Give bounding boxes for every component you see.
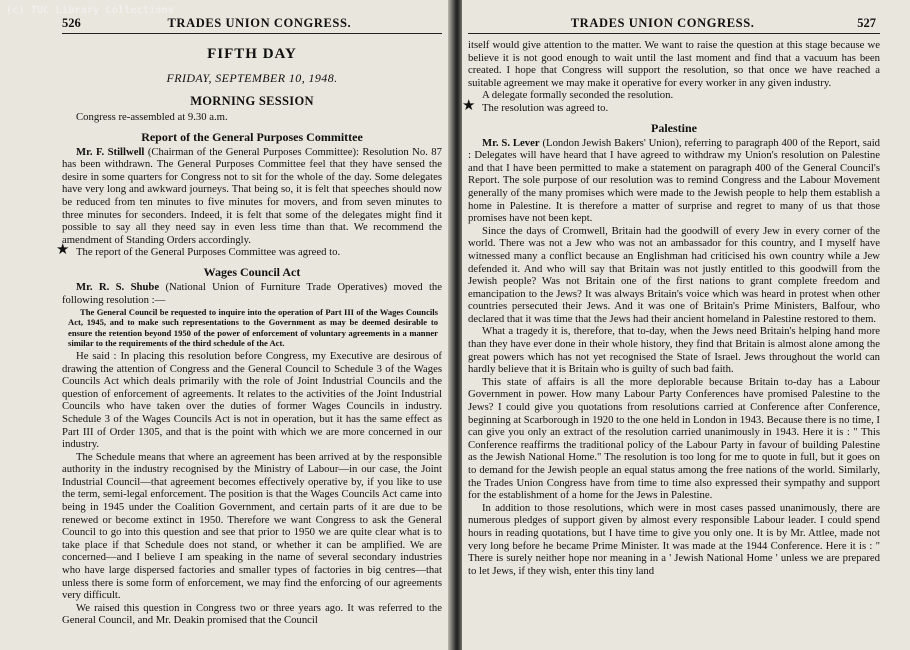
wages-heading: Wages Council Act — [203, 264, 301, 279]
copyright-credit: (c) TUC Library Collections — [6, 5, 174, 16]
gpc-speaker: Mr. F. Stillwell — [76, 145, 145, 158]
left-running-header — [62, 16, 442, 34]
gpc-paragraph — [62, 146, 442, 247]
palestine-para-5: In addition to those resolutions, which were in most cases passed unanimously, there are numerous pledges of support given by almost every responsible Labour leader. I could spend hours in reading quotations, but I have time to give you only one. It is by Mr. Attlee, made not very long before he became Prime Minister. It was made at the 1944 Conference. Here it is : " There is surely neither hope nor meaning in a ' Jewish National Home ' unless we are prepared to let Jews, if they wish, enter this tiny land — [468, 501, 880, 577]
left-running-title: TRADES UNION CONGRESS. — [167, 16, 352, 30]
wages-speaker: Mr. R. S. Shube — [76, 280, 160, 293]
resolution-agreed: ★ The resolution was agreed to. — [468, 102, 880, 115]
seconded-line: A delegate formally seconded the resolution. — [482, 89, 674, 102]
palestine-para-2: Since the days of Cromwell, Britain had the goodwill of every Jew in every corner of the world. There was not a Jew who was not an ambassador for this country, and I myself have witnessed many a conflict because an Englishman had criticised his own country while a Jew defended it. And who will say that Britain was not justly entitled to this goodwill from the Jewish people? Was not Britain one of the first nations to grant complete freedom and emancipation to the Jews? It was always Britain's voice which was heard in protest when other countries persecuted their Jews. And it was one of Britain's Prime Ministers, Balfour, who declared that it was time that the Jews had their ancient homeland in Palestine restored to them. — [468, 224, 880, 325]
wages-para-3: We raised this question in Congress two or three years ago. It was referred to the General Council, and Mr. Deakin promised that the Council — [62, 601, 442, 627]
palestine-speaker: Mr. S. Lever — [482, 136, 540, 149]
right-running-header — [468, 16, 880, 34]
gpc-text: (Chairman of the General Purposes Committee): Resolution No. 87 has been withdrawn. The General Purposes Committee feel that they have sensed the desire in some quarters for Congress not to sit for the whole of the day. Some delegates have very long and awkward journeys. That being so, it is felt that speeches should now be reduced from ten minutes to five minutes for movers, and from seven minutes to three minutes for seconders. Indeed, it is felt that some of the delegates might find it possible to say all they need say in even less time than that. We recommend the amendment of Standing Orders accordingly. — [62, 145, 442, 246]
reassembled-line: Congress re-assembled at 9.30 a.m. — [76, 111, 228, 123]
session-heading: MORNING SESSION — [190, 94, 314, 108]
palestine-heading: Palestine — [651, 120, 697, 135]
left-page-number: 526 — [62, 16, 81, 30]
continuation-paragraph: itself would give attention to the matter. We want to raise the question at this stage because we believe it is not good enough to wait until the last moment and find that a vacuum has been created. I hope that Congress will support the resolution, so that once we have reached a suitable agreement we may make it operative for every worker in any given industry. — [468, 39, 880, 89]
palestine-para-4: This state of affairs is all the more deplorable because Britain to-day has a Labour Government in power. How many Labour Party Conferences have promised Palestine to the Jews? I could give you quotations from resolutions carried at Conference after Conference, beginning at Scarborough in 1920 to the one held in London in 1943. Because there is no time, I can give you only an extract of the resolution carried unanimously in 1943. Here it is : " This Conference reaffirms the traditional policy of the Labour Party in favour of building Palestine as the Jewish National Home." The resolution is too long for me to quote in full, but it goes on to demand for the Jewish people an equal status among the free nations of the world. Similarly, the Trades Union Congress have from time to time also expressed their sympathy and support for the establishment of a home for the Jews in Palestine. — [468, 375, 880, 502]
right-page-number: 527 — [857, 16, 876, 30]
star-icon: ★ — [56, 242, 70, 259]
wages-resolution: The General Council be requested to inquire into the operation of Part III of the Wages Councils Act, 1945, and to make such representations to the Government as may be deemed desirable to ensure the retention beyond 1950 of the power of enforcement of voluntary agreements in a manner similar to the requirements of the third schedule of the Act. — [68, 307, 438, 348]
gpc-agreed: ★ The report of the General Purposes Committee was agreed to. — [62, 246, 442, 259]
wages-para-1: He said : In placing this resolution before Congress, my Executive are desirous of drawing the attention of Congress and the General Council to Schedule 3 of the Wages Councils Act which deals primarily with the role of Joint Industrial Councils and the question of enforcement of agreements. It relates to the activities of the Joint Industrial Councils who have taken over the duties of former Wages Councils in industry. Schedule 3 of the Wages Councils Act is not in operation, but it has the same effect as Part III of Order 1305, and that is the point with which we are more concerned in our industry. — [62, 349, 442, 451]
right-page — [462, 0, 910, 650]
palestine-para-1: Mr. S. Lever (London Jewish Bakers' Union), referring to paragraph 400 of the Report, said : Delegates will have heard that I have agreed to withdraw my Union's resolution on Palestine and that I have been permitted to make a statement on paragraph 400 of the General Council's Report. The sole purpose of our resolution was to remind Congress and the Labour Movement generally of the many promises which were made to the Jewish people to help them establish a home in Palestine. It is therefore a matter of surprise and regret to many of us that those promises have not been kept. — [468, 136, 881, 225]
palestine-para-3: What a tragedy it is, therefore, that to-day, when the Jews need Britain's helping hand more than they have ever done in their whole history, they find that Britain is almost alone among the great powers which has not yet recognised the State of Israel. Jews throughout the world can hardly believe that it is Britain who is guilty of such bad faith. — [468, 325, 880, 376]
gpc-heading: Report of the General Purposes Committee — [141, 129, 363, 144]
right-running-title: TRADES UNION CONGRESS. — [570, 16, 755, 30]
wages-para-2: The Schedule means that where an agreement has been arrived at by the responsible authority in the industry recognised by the Ministry of Labour—in our case, the Joint Industrial Council—that agreement becomes effectively operative by, if you like to use the term, semi-legal enforcement. The position is that the Wages Councils Act came into being in 1945 under the Coalition Government, and certain parts of it are due to be renewed or become extinct in 1950. Therefore we want Congress to ask the General Council to go into this question and see that prior to 1950 we are quite clear what is to take place if that Schedule does not stand, or whether it can be amplified. We are concerned—and I believe I am speaking in the name of several secondary industries who have large dispersed factories and smaller types of factories in big centres—that unless there is some form of enforcement, we may find the enforcing of our agreements very difficult. — [62, 450, 442, 602]
star-icon: ★ — [462, 97, 476, 114]
wages-intro: Mr. R. S. Shube (National Union of Furniture Trade Operatives) moved the following resolution :— — [62, 280, 443, 306]
day-heading: FIFTH DAY — [207, 46, 297, 62]
date-line: FRIDAY, SEPTEMBER 10, 1948. — [166, 71, 338, 85]
left-page — [0, 0, 452, 650]
